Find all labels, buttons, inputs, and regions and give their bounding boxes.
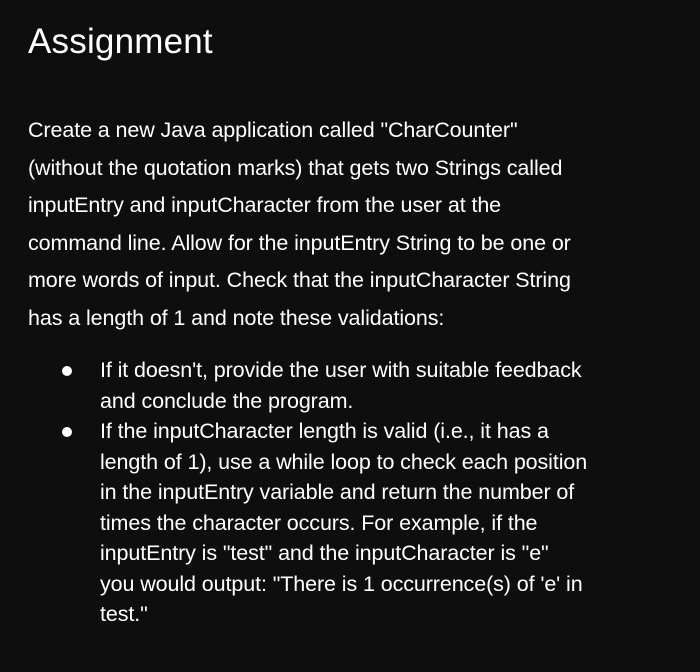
list-item-line: you would output: "There is 1 occurrence(s) of 'e' in <box>100 571 583 596</box>
list-item <box>100 355 672 416</box>
list-item <box>100 416 672 630</box>
intro-line: inputEntry and inputCharacter from the user at the <box>28 193 502 217</box>
list-item-line: If the inputCharacter length is valid (i.e., it has a <box>100 419 549 443</box>
page-title: Assignment <box>28 22 213 61</box>
list-item-line: in the inputEntry variable and return the number of <box>100 480 575 504</box>
intro-line: (without the quotation marks) that gets two Strings called <box>28 155 563 180</box>
intro-line: Create a new Java application called "CharCounter" <box>28 118 518 142</box>
intro-paragraph <box>28 112 672 337</box>
list-item-line: length of 1), use a while loop to check each position <box>100 449 588 474</box>
list-item-line: times the character occurs. For example, if the <box>100 510 538 535</box>
list-item-line: inputEntry is "test" and the inputCharacter is "e" <box>100 541 549 565</box>
intro-line: command line. Allow for the inputEntry String to be one or <box>28 230 571 255</box>
list-item-line: and conclude the program. <box>100 388 354 413</box>
intro-line: has a length of 1 and note these validations: <box>28 305 445 330</box>
list-item-line: If it doesn't, provide the user with suitable feedback <box>100 358 582 382</box>
validation-list <box>28 355 672 630</box>
bullet-dot-icon <box>62 366 72 376</box>
list-item-line: test." <box>100 602 148 626</box>
intro-line: more words of input. Check that the inputCharacter String <box>28 268 571 292</box>
bullet-dot-icon <box>62 427 72 437</box>
